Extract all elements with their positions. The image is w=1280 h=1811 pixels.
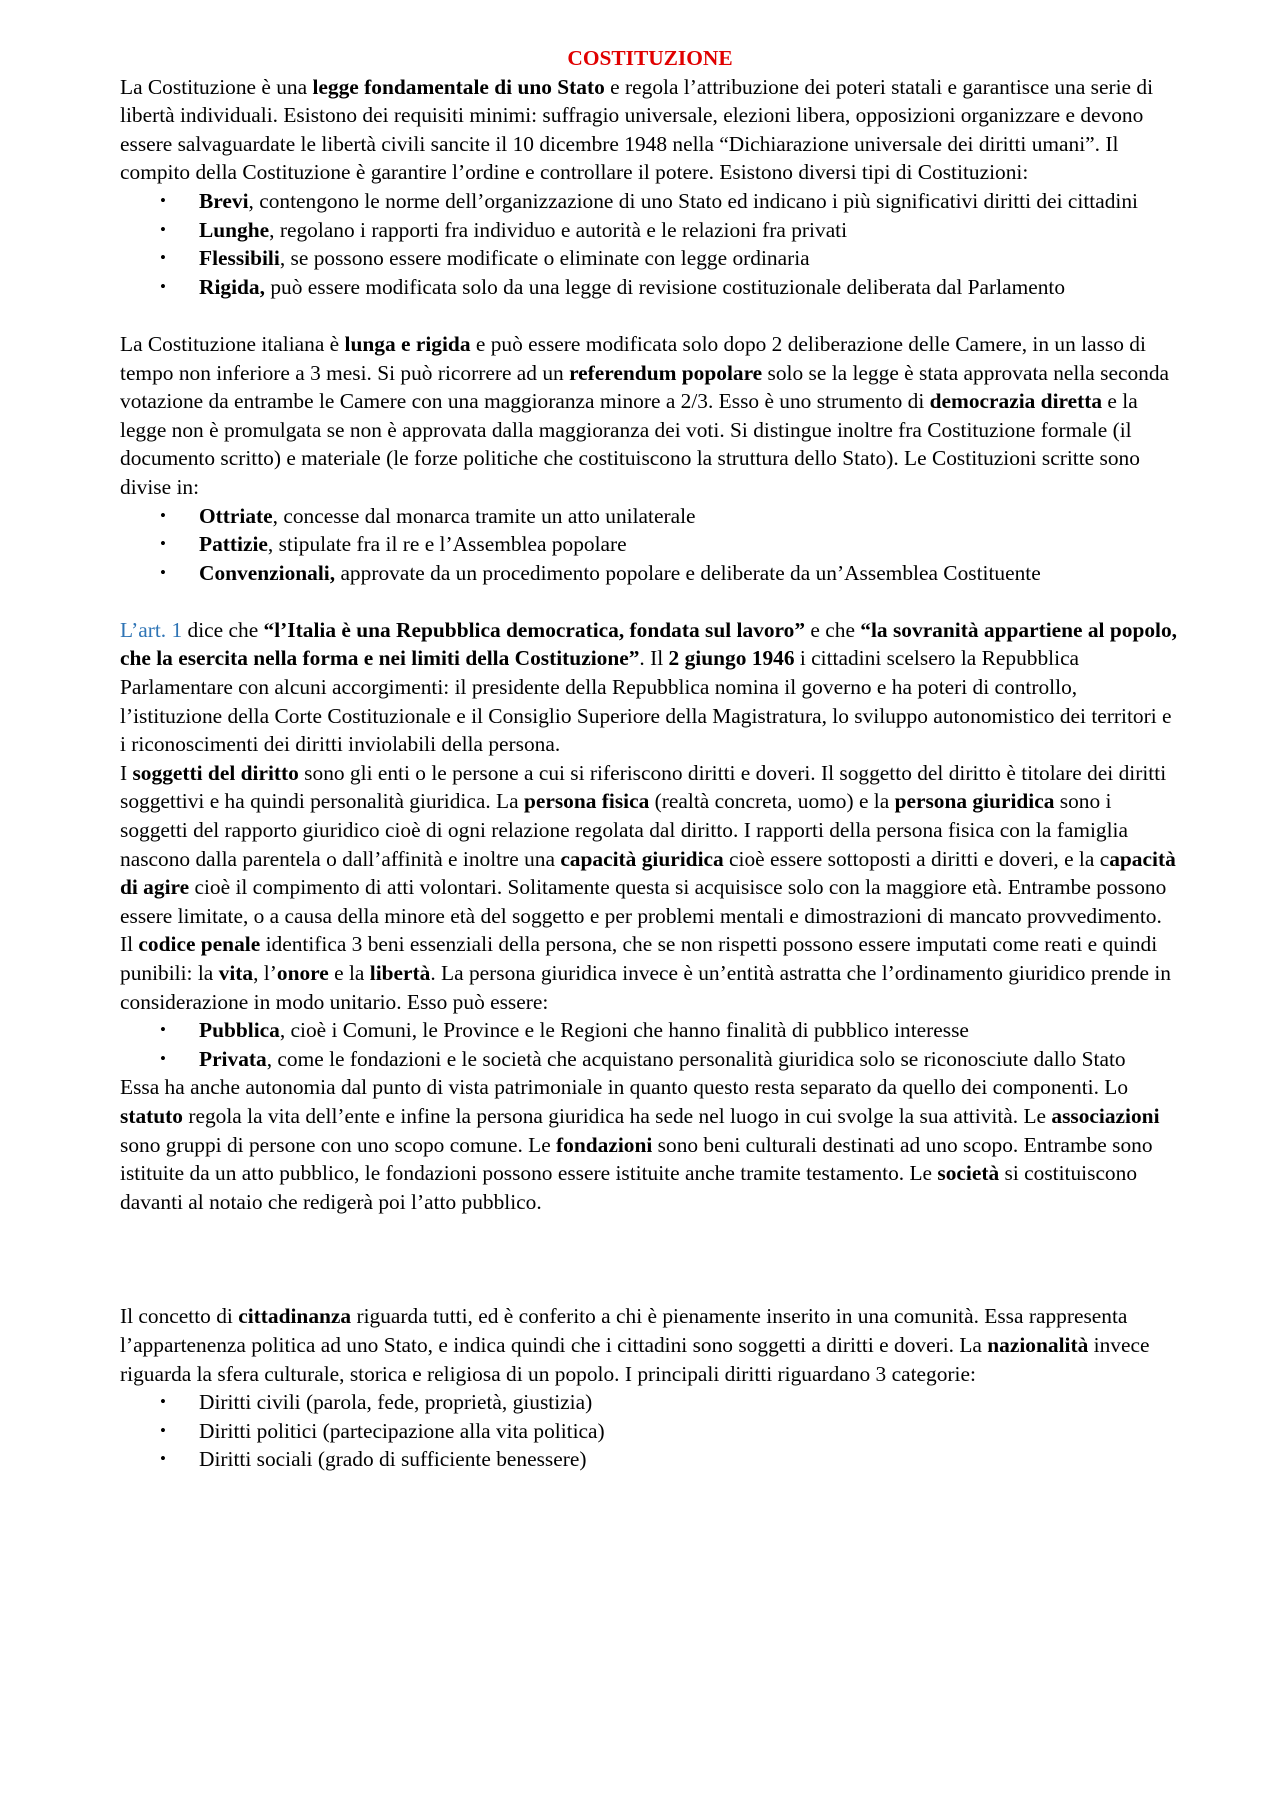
list-item: • Pubblica, cioè i Comuni, le Province e le Regioni che hanno finalità di pubblico interesse — [120, 1016, 1180, 1045]
constitution-types-list — [120, 187, 1180, 301]
list-item: • Ottriate, concesse dal monarca tramite un atto unilaterale — [120, 502, 1180, 531]
bullet-icon: • — [160, 562, 166, 582]
bullet-icon: • — [160, 1420, 166, 1440]
bullet-icon: • — [160, 190, 166, 210]
paragraph-article-1: L’art. 1 dice che “l’Italia è una Repubblica democratica, fondata sul lavoro” e che “la sovranità appartiene al popolo, che la esercita nella forma e nei limiti della Costituzione”. Il 2 giungo 1946 i cittadini scelsero la Repubblica Parlamentare con alcuni accorgimenti: il presidente della Repubblica nomina il governo e ha poteri di controllo, l’istituzione della Corte Costituzionale e il Consiglio Superiore della Magistratura, lo sviluppo autonomistico dei territori e i riconoscimenti dei diritti inviolabili della persona. — [120, 617, 1178, 757]
legal-person-types-list — [120, 1016, 1180, 1073]
article-1-link[interactable]: L’art. 1 — [120, 617, 183, 642]
paragraph-legal-subjects: I soggetti del diritto sono gli enti o le persone a cui si riferiscono diritti e doveri. Il soggetto del diritto è titolare dei diritti soggettivi e ha quindi personalità giuridica. La persona fisica (realtà concreta, uomo) e la persona giuridica sono i soggetti del rapporto giuridico cioè di ogni relazione regolata dal diritto. I rapporti della persona fisica con la famiglia nascono dalla parentela o dall’affinità e inoltre una capacità giuridica cioè essere sottoposti a diritti e doveri, e la capacità di agire cioè il compimento di atti volontari. Solitamente questa si acquisisce solo con la maggiore età. Entrambe possono essere limitate, o a causa della minore età del soggetto e per problemi mentali e dimostrazioni di mancato provvedimento. Il codice penale identifica 3 beni essenziali della persona, che se non rispetti possono essere imputati come reati e quindi punibili: la vita, l’onore e la libertà. La persona giuridica invece è un’entità astratta che l’ordinamento giuridico prende in considerazione in modo unitario. Esso può essere: — [120, 760, 1176, 1014]
page-title: COSTITUZIONE — [567, 46, 733, 70]
written-constitutions-list — [120, 502, 1180, 588]
bullet-icon: • — [160, 1048, 166, 1068]
rights-categories-list — [120, 1388, 1180, 1474]
list-item: • Rigida, può essere modificata solo da una legge di revisione costituzionale deliberata dal Parlamento — [120, 273, 1180, 302]
list-item: • Brevi, contengono le norme dell’organizzazione di uno Stato ed indicano i più significativi diritti dei cittadini — [120, 187, 1180, 216]
document-page — [120, 44, 1180, 1474]
list-item: • Convenzionali, approvate da un procedimento popolare e deliberate da un’Assemblea Costituente — [120, 559, 1180, 588]
bullet-icon: • — [160, 1020, 166, 1040]
paragraph-autonomy: Essa ha anche autonomia dal punto di vista patrimoniale in quanto questo resta separato da quello dei componenti. Lo statuto regola la vita dell’ente e infine la persona giuridica ha sede nel luogo in cui svolge la sua attività. Le associazioni sono gruppi di persone con uno scopo comune. Le fondazioni sono beni culturali destinati ad uno scopo. Entrambe sono istituite da un atto pubblico, le fondazioni possono essere istituite anche tramite testamento. Le società si costituiscono davanti al notaio che redigerà poi l’atto pubblico. — [120, 1075, 1160, 1214]
bullet-icon: • — [160, 248, 166, 268]
bullet-icon: • — [160, 1392, 166, 1412]
paragraph-intro: La Costituzione è una legge fondamentale di uno Stato e regola l’attribuzione dei poteri statali e garantisce una serie di libertà individuali. Esistono dei requisiti minimi: suffragio universale, elezioni libera, opposizioni organizzare e devono essere salvaguardate le libertà civili sancite il 10 dicembre 1948 nella “Dichiarazione universale dei diritti umani”. Il compito della Costituzione è garantire l’ordine e controllare il potere. Esistono diversi tipi di Costituzioni: — [120, 74, 1154, 185]
list-item: • Lunghe, regolano i rapporti fra individuo e autorità e le relazioni fra privati — [120, 216, 1180, 245]
bullet-icon: • — [160, 219, 166, 239]
paragraph-citizenship: Il concetto di cittadinanza riguarda tutti, ed è conferito a chi è pienamente inserito in una comunità. Essa rappresenta l’appartenenza politica ad uno Stato, e indica quindi che i cittadini sono soggetti a diritti e doveri. La nazionalità invece riguarda la sfera culturale, storica e religiosa di un popolo. I principali diritti riguardano 3 categorie: — [120, 1304, 1150, 1386]
list-item: • Flessibili, se possono essere modificate o eliminate con legge ordinaria — [120, 244, 1180, 273]
list-item: • Pattizie, stipulate fra il re e l’Assemblea popolare — [120, 530, 1180, 559]
bullet-icon: • — [160, 534, 166, 554]
list-item: • Diritti civili (parola, fede, proprietà, giustizia) — [120, 1388, 1180, 1417]
list-item: • Privata, come le fondazioni e le società che acquistano personalità giuridica solo se riconosciute dallo Stato — [120, 1045, 1180, 1074]
bullet-icon: • — [160, 276, 166, 296]
list-item: • Diritti politici (partecipazione alla vita politica) — [120, 1417, 1180, 1446]
paragraph-italian-constitution: La Costituzione italiana è lunga e rigida e può essere modificata solo dopo 2 deliberazione delle Camere, in un lasso di tempo non inferiore a 3 mesi. Si può ricorrere ad un referendum popolare solo se la legge è stata approvata nella seconda votazione da entrambe le Camere con una maggioranza minore a 2/3. Esso è uno strumento di democrazia diretta e la legge non è promulgata se non è approvata dalla maggioranza dei voti. Si distingue inoltre fra Costituzione formale (il documento scritto) e materiale (le forze politiche che costituiscono la struttura dello Stato). Le Costituzioni scritte sono divise in: — [120, 331, 1170, 499]
bullet-icon: • — [160, 1449, 166, 1469]
list-item: • Diritti sociali (grado di sufficiente benessere) — [120, 1445, 1180, 1474]
bullet-icon: • — [160, 505, 166, 525]
